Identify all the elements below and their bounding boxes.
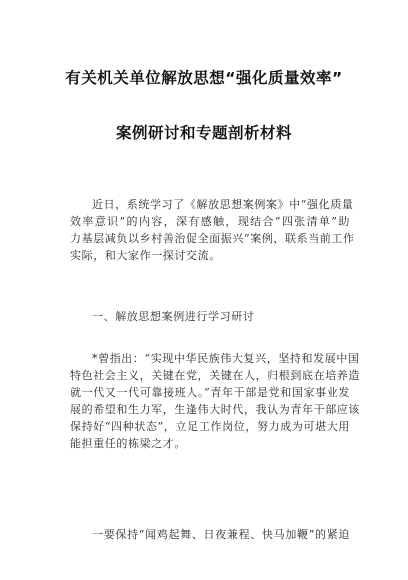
paragraph-line: 力基层减负以乡村善治促全面振兴”案例，联系当前工作 (70, 232, 355, 245)
body-paragraph (70, 526, 350, 543)
paragraph-line: 能担重任的栋梁之才。 (70, 437, 186, 450)
intro-paragraph (70, 196, 355, 264)
section-heading (70, 308, 350, 325)
paragraph-line: *曾指出：“实现中华民族伟大复兴，坚持和发展中国 (92, 352, 360, 365)
section-heading-text: 一、解放思想案例进行学习研讨 (92, 310, 255, 323)
paragraph-line: 就一代又一代可靠接班人。”青年干部是党和国家事业发 (70, 386, 350, 399)
body-paragraph (70, 350, 360, 452)
paragraph-line: 一要保持“闻鸡起舞、日夜兼程、快马加鞭”的紧迫 (92, 528, 350, 541)
document-title-line-1: 有关机关单位解放思想“强化质量效率” (65, 69, 343, 87)
paragraph-line: 近日，系统学习了《解放思想案例案》中“强化质量 (92, 198, 354, 211)
paragraph-line: 特色社会主义，关键在党，关键在人，归根到底在培养造 (70, 369, 360, 382)
paragraph-line: 展的希望和生力军，生逢伟大时代，我认为青年干部应该 (70, 403, 360, 416)
paragraph-line: 效率意识”的内容，深有感触，现结合“四张清单”助 (70, 215, 350, 228)
paragraph-line: 实际，和大家作一探讨交流。 (70, 249, 221, 262)
paragraph-line: 保持好“四种状态”，立足工作岗位，努力成为可堪大用 (70, 420, 350, 433)
document-title-line-2: 案例研讨和专题剖析材料 (115, 124, 292, 142)
